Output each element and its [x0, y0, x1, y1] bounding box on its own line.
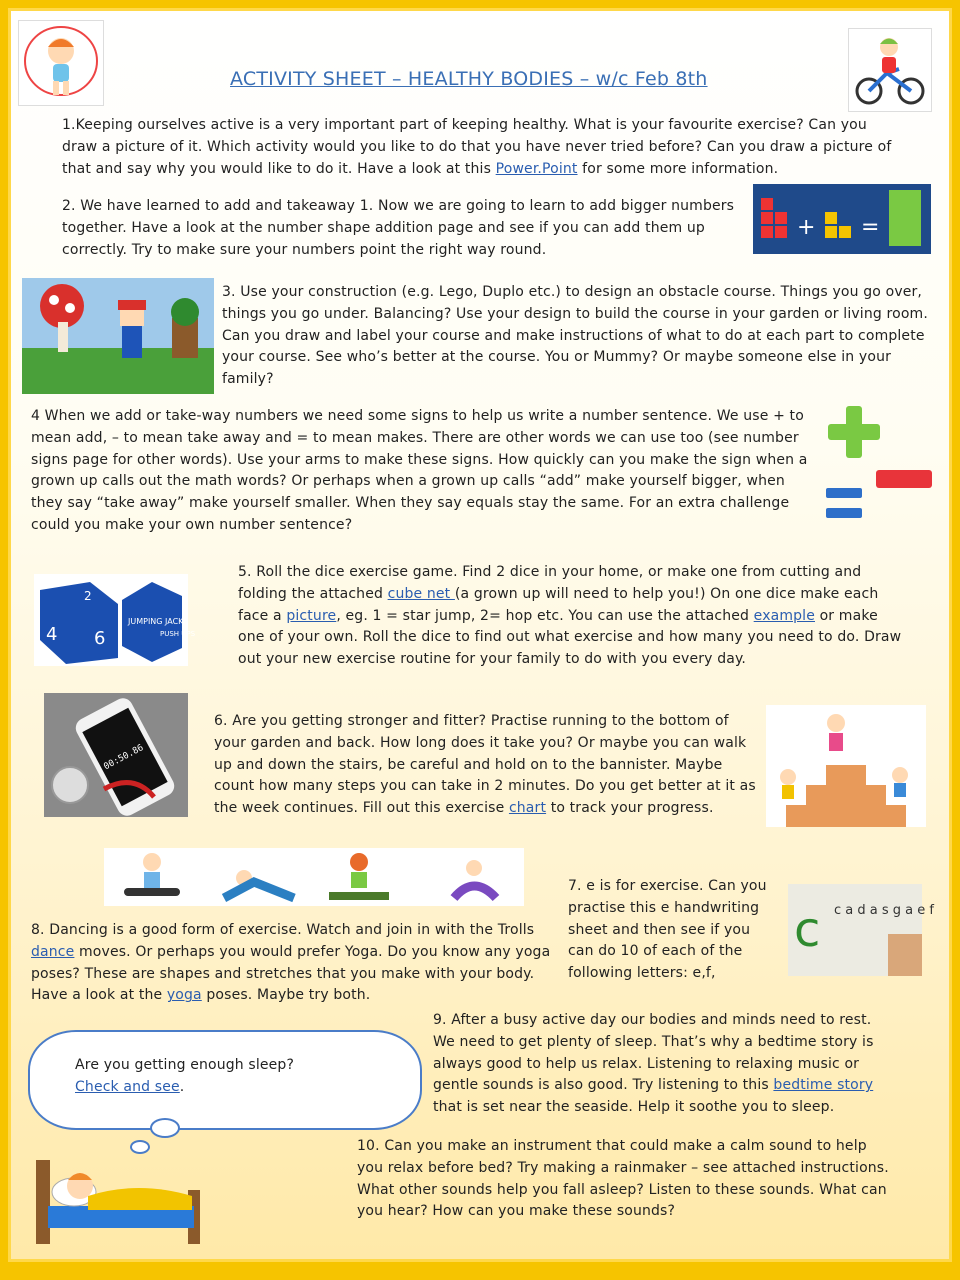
activity-5-text: (a grown up will need to help you!) On one dice make each face a: [238, 585, 879, 624]
activity-2-text: 2. We have learned to add and takeaway 1. Now we are going to learn to add bigger numbers together. Have a look at the number shape addition page and see if you can add them up correctly. Try to make sure your numbers point the right way round.: [62, 198, 735, 258]
activity-8-text: moves. Or perhaps you would prefer Yoga. Do you know any yoga poses? These are shapes and stretches that you make with your body. Have a look at the: [31, 943, 551, 1004]
dice-label: 2: [84, 589, 92, 603]
dice-label: 4: [46, 624, 58, 645]
activity-5-text: , eg. 1 = star jump, 2= hop etc. You can use the attached: [336, 607, 754, 624]
activity-1-tail: for some more information.: [577, 160, 779, 177]
activity-4-text: 4 When we add or take-way numbers we need some signs to help us write a number sentence. We use + to mean add, – to mean take away and = to mean makes. There are other words we can use too (see number signs page for other words). Use your arms to make these signs. How quickly can you make the sign when a grown up calls out the math words? Or perhaps when a grown up calls “add” make yourself bigger, when they say “take away” make yourself smaller. When they say equals stay the same. For an extra challenge could you make your own number sentence?: [31, 408, 808, 533]
minus-icon: [876, 470, 932, 488]
exercise-chart-link[interactable]: chart: [508, 800, 547, 817]
sleep-cloud-text: [75, 1055, 395, 1099]
activity-3: [222, 282, 932, 391]
activity-5: [238, 562, 903, 671]
cloud-tail: .: [179, 1078, 185, 1095]
powerpoint-link[interactable]: Power.Point: [495, 160, 578, 177]
jump-rope-girl-icon: [18, 20, 104, 106]
svg-text:=: =: [861, 215, 880, 240]
page-title: ACTIVITY SHEET – HEALTHY BODIES – w/c Feb 8th: [230, 68, 708, 90]
activity-2: [62, 196, 752, 261]
sleep-question: Are you getting enough sleep?: [75, 1057, 295, 1073]
activity-5-text: or make one of your own. Roll the dice to find out what exercise and how many you need to do. Draw out your new exercise routine for your family to do with you every day.: [238, 607, 902, 668]
dice-label: 6: [94, 628, 106, 649]
activity-8: [31, 920, 551, 1007]
activity-3-text: 3. Use your construction (e.g. Lego, Duplo etc.) to design an obstacle course. Things you go over, things you go under. Balancing? Use your design to build the course in your garden or living room. Can you draw and label your course and make instructions of what to do at each part to complete your course. See who’s better at the course. You or Mummy? Or maybe someone else in your family?: [222, 284, 928, 388]
activity-8-text: poses. Maybe try both.: [201, 987, 371, 1004]
dice-label: JUMPING JACKS: [128, 617, 189, 626]
activity-10-text: 10. Can you make an instrument that could make a calm sound to help you relax before bed? Try making a rainmaker – see attached instructions. What other sounds help you fall asleep? Listen to these sounds. What can you hear? How can you make these sounds?: [357, 1138, 889, 1220]
stopwatch-readout: 00:50.86: [102, 743, 146, 773]
activity-6: [214, 711, 759, 820]
dice-label: PUSH UPS: [160, 630, 196, 638]
dice-image: [34, 574, 196, 666]
activity-4: [31, 406, 811, 537]
lego-course-image: [22, 278, 214, 394]
activity-8-text: 8. Dancing is a good form of exercise. Watch and join in with the Trolls: [31, 922, 535, 938]
svg-text:+: +: [797, 215, 816, 240]
sleeping-child-image: [28, 1140, 208, 1244]
activity-6-text: 6. Are you getting stronger and fitter? Practise running to the bottom of your garden and back. How long does it take you? Or maybe you can walk up and down the stairs, be careful and hold on to the bannister. Maybe count how many steps you can take in 2 minutes. Do you get better at it as the week continues. Fill out this exercise: [214, 713, 756, 817]
activity-5-text: 5. Roll the dice exercise game. Find 2 dice in your home, or make one from cutting and folding the attached: [238, 564, 862, 602]
cube-net-link[interactable]: cube net: [387, 585, 455, 602]
equals-icon: [826, 488, 862, 520]
activity-7: [568, 876, 778, 985]
activity-9-tail: that is set near the seaside. Help it soothe you to sleep.: [433, 1099, 835, 1116]
svg-text:c: c: [794, 902, 821, 958]
activity-1: [62, 115, 902, 180]
stairs-kids-image: [766, 705, 926, 827]
example-link[interactable]: example: [753, 607, 815, 624]
check-and-see-link[interactable]: Check and see: [75, 1078, 180, 1095]
number-blocks-icon: [753, 184, 931, 254]
yoga-link[interactable]: yoga: [166, 987, 202, 1004]
picture-link[interactable]: picture: [286, 607, 337, 624]
activity-9: [433, 1010, 893, 1119]
handwriting-letters: c a d a s g a e f: [834, 903, 934, 918]
plus-icon: [828, 406, 880, 458]
activity-7-text: 7. e is for exercise. Can you practise this e handwriting sheet and then see if you can do 10 of each of the following letters: e,f,: [568, 878, 767, 982]
stopwatch-phone-image: [44, 693, 188, 817]
activity-6-tail: to track your progress.: [546, 800, 714, 817]
activity-9-text: 9. After a busy active day our bodies and minds need to rest. We need to get plenty of sleep. That’s why a bedtime story is always good to help us relax. Listening to relaxing music or gentle sounds is also good. Try listening to this: [433, 1012, 874, 1094]
dance-link[interactable]: dance: [31, 943, 75, 960]
handwriting-sheet-image: [788, 884, 934, 976]
cyclist-icon: [848, 28, 932, 112]
bedtime-story-link[interactable]: bedtime story: [773, 1077, 874, 1094]
activity-10: [357, 1136, 897, 1223]
activity-1-text: 1.Keeping ourselves active is a very important part of keeping healthy. What is your favourite exercise? Can you draw a picture of it. Which activity would you like to do that you have never tried before? Can you draw a picture of that and say why you would like to do it. Have a look at this: [62, 117, 892, 177]
yoga-kids-image: [104, 848, 524, 906]
